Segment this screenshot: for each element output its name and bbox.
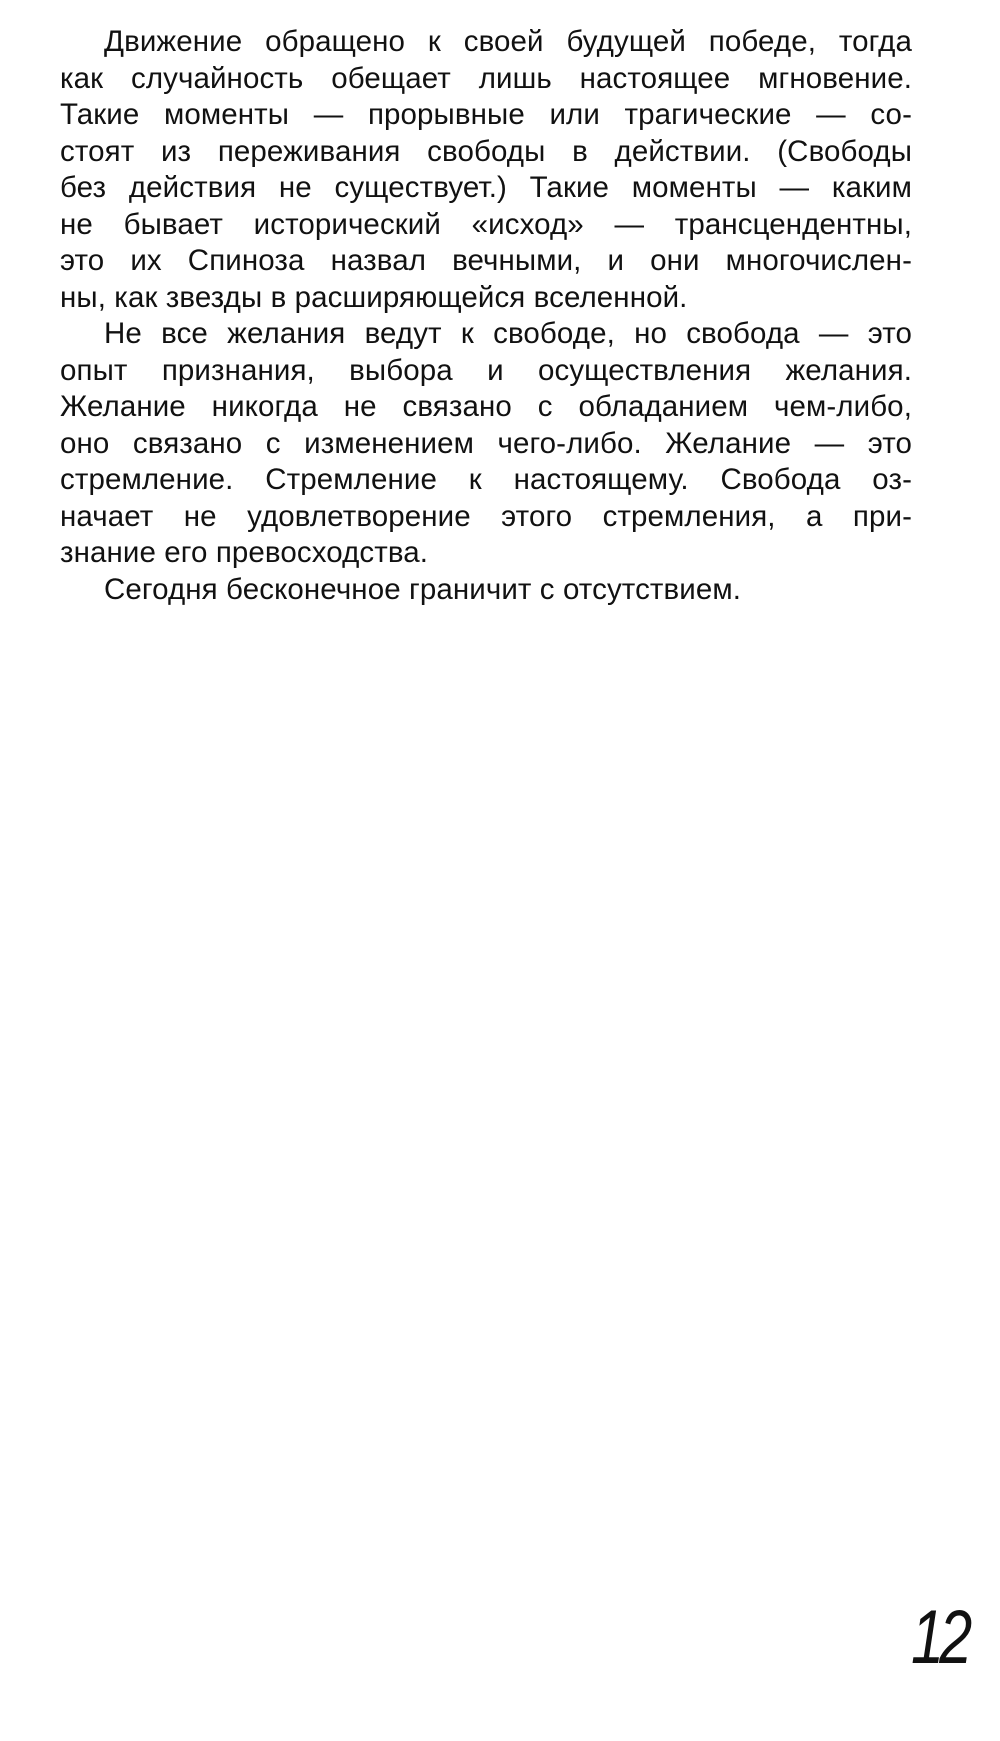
text-line: начает не удовлетворение этого стремления, а при- <box>60 499 912 533</box>
page-number: 12 <box>911 1595 968 1680</box>
paragraph-3 <box>60 572 912 609</box>
page-body-text <box>60 24 912 608</box>
paragraph-1 <box>60 24 912 316</box>
text-line: Сегодня бесконечное граничит с отсутствием. <box>104 572 742 606</box>
text-line: оно связано с изменением чего-либо. Желание — это <box>60 426 912 460</box>
text-line: без действия не существует.) Такие моменты — каким <box>60 171 912 204</box>
text-line: знание его превосходства. <box>60 536 429 569</box>
text-line: ны, как звезды в расширяющейся вселенной. <box>60 280 688 314</box>
paragraph-2 <box>60 316 912 572</box>
text-line: это их Спиноза назвал вечными, и они многочислен- <box>60 244 912 277</box>
text-line: опыт признания, выбора и осуществления желания. <box>60 353 912 387</box>
text-line: Движение обращено к своей будущей победе, тогда <box>104 25 912 58</box>
text-line: Не все желания ведут к свободе, но свобода — это <box>104 317 912 350</box>
text-line: не бывает исторический «исход» — трансцендентны, <box>60 207 912 241</box>
text-line: стоят из переживания свободы в действии. (Свободы <box>60 134 912 168</box>
text-line: стремление. Стремление к настоящему. Свобода оз- <box>60 463 912 496</box>
text-line: как случайность обещает лишь настоящее мгновение. <box>60 61 912 95</box>
text-line: Желание никогда не связано с обладанием чем-либо, <box>60 390 912 423</box>
text-line: Такие моменты — прорывные или трагические — со- <box>60 98 912 131</box>
